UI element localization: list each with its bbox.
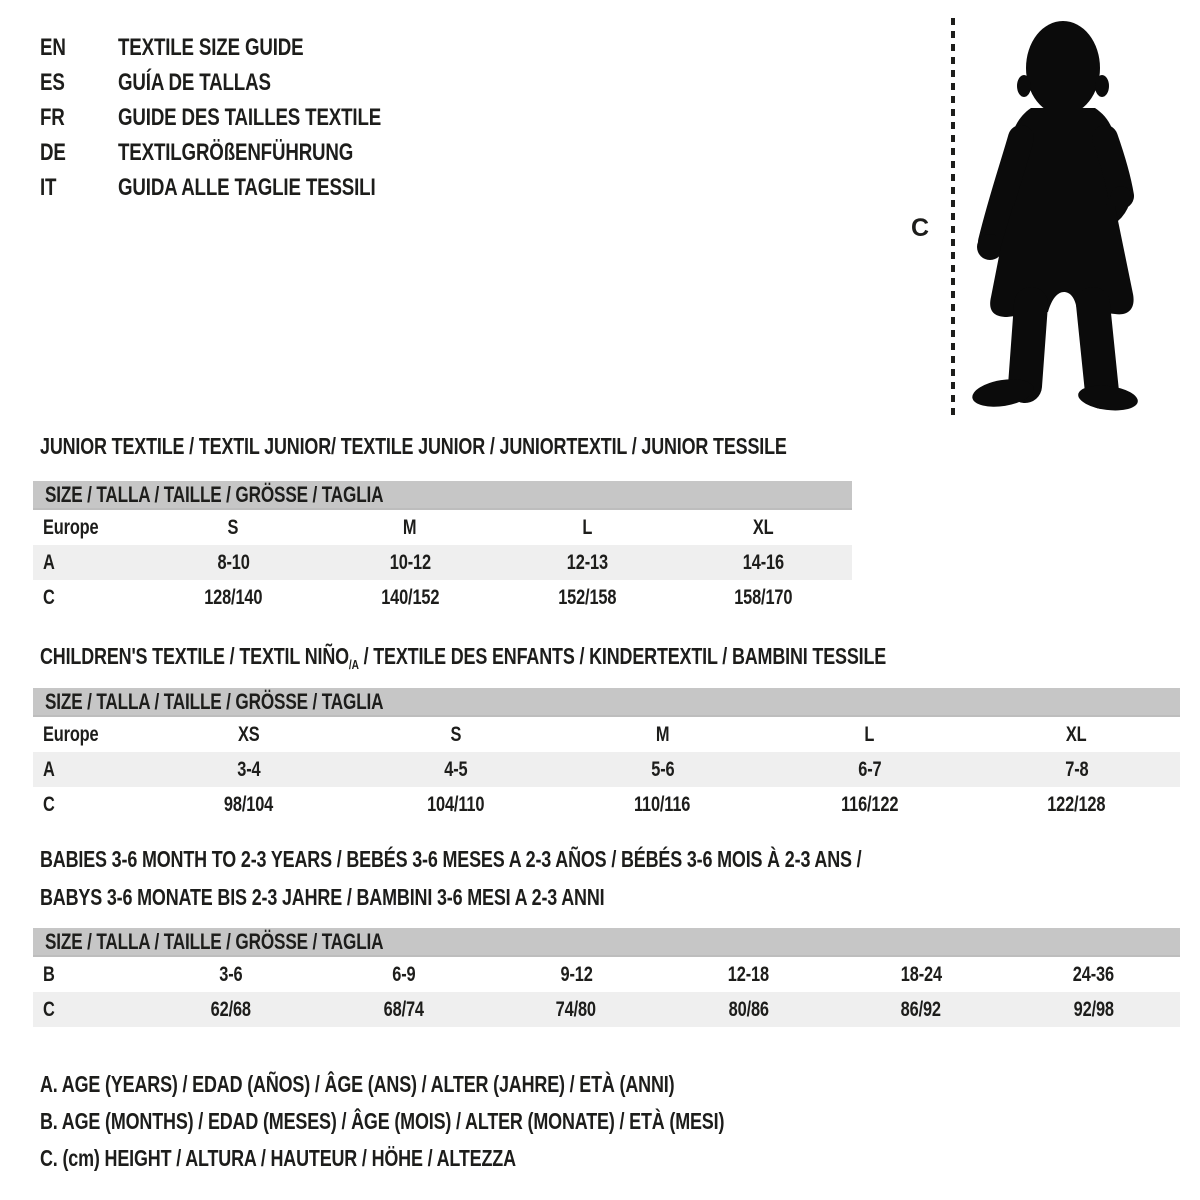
value-cell: M	[403, 515, 417, 539]
table-row-height	[33, 787, 1180, 822]
value-cell: 140/152	[381, 585, 440, 609]
toddler-silhouette-icon	[905, 8, 1155, 432]
value-cell: 128/140	[204, 585, 263, 609]
table-row-age	[33, 752, 1180, 787]
measurement-legend	[40, 1066, 917, 1177]
guide-title: GUIDA ALLE TAGLIE TESSILI	[118, 173, 376, 201]
value-cell: 158/170	[734, 585, 793, 609]
height-figure	[905, 8, 1155, 432]
row-label-cell: Europe	[43, 722, 99, 746]
value-cell: 10-12	[389, 550, 431, 574]
value-cell: 8-10	[217, 550, 250, 574]
table-row-age-months	[33, 957, 1180, 992]
value-cell: L	[581, 515, 592, 539]
value-cell: 12-13	[566, 550, 608, 574]
value-cell: 5-6	[650, 757, 675, 781]
row-label-cell: A	[43, 757, 55, 781]
table-row-europe	[33, 510, 852, 545]
value-cell: 80/86	[728, 997, 769, 1021]
value-cell: 98/104	[223, 792, 274, 816]
legend-line-b: B. AGE (MONTHS) / EDAD (MESES) / ÂGE (MOIS) / ALTER (MONATE) / ETÀ (MESI)	[40, 1108, 725, 1134]
language-code: DE	[40, 138, 66, 166]
value-cell: 92/98	[1073, 997, 1114, 1021]
language-code: EN	[40, 33, 66, 61]
value-cell: 62/68	[211, 997, 252, 1021]
value-cell: 9-12	[560, 962, 593, 986]
section-title-children: CHILDREN'S TEXTILE / TEXTIL $NIÑO_{/A}$ / TEXTILE DES ENFANTS / KINDERTEXTIL / BAMBINI TESSILE	[40, 643, 887, 672]
value-cell: S	[450, 722, 461, 746]
value-cell: M	[655, 722, 670, 746]
value-cell: 6-7	[857, 757, 882, 781]
value-cell: 86/92	[901, 997, 942, 1021]
guide-title: TEXTILGRÖßENFÜHRUNG	[118, 138, 354, 166]
legend-line-a: A. AGE (YEARS) / EDAD (AÑOS) / ÂGE (ANS) / ALTER (JAHRE) / ETÀ (ANNI)	[40, 1071, 675, 1097]
value-cell: 152/158	[557, 585, 616, 609]
size-table-header: SIZE / TALLA / TAILLE / GRÖSSE / TAGLIA	[33, 481, 852, 510]
row-label-cell: C	[43, 997, 55, 1021]
language-row	[40, 30, 455, 65]
value-cell: 3-6	[219, 962, 243, 986]
guide-title: GUÍA DE TALLAS	[118, 68, 271, 96]
size-table-header: SIZE / TALLA / TAILLE / GRÖSSE / TAGLIA	[33, 688, 1180, 717]
value-cell: 12-18	[728, 962, 770, 986]
value-cell: XL	[753, 515, 774, 539]
legend-line-c: C. (cm) HEIGHT / ALTURA / HAUTEUR / HÖHE / ALTEZZA	[40, 1145, 516, 1171]
section-title-babies-line2: BABYS 3-6 MONATE BIS 2-3 JAHRE / BAMBINI 3-6 MESI A 2-3 ANNI	[40, 884, 605, 910]
language-title-list	[40, 30, 455, 205]
children-size-table	[33, 688, 1180, 822]
value-cell: 4-5	[443, 757, 468, 781]
language-row	[40, 135, 455, 170]
row-label-cell: A	[43, 550, 55, 574]
row-label-cell: C	[43, 792, 55, 816]
value-cell: XS	[237, 722, 260, 746]
value-cell: 18-24	[900, 962, 942, 986]
language-code: ES	[40, 68, 65, 96]
value-cell: S	[227, 515, 239, 539]
size-table-header: SIZE / TALLA / TAILLE / GRÖSSE / TAGLIA	[33, 928, 1180, 957]
language-row	[40, 65, 455, 100]
guide-title: GUIDE DES TAILLES TEXTILE	[118, 103, 382, 131]
table-row-europe	[33, 717, 1180, 752]
junior-size-table	[33, 481, 852, 615]
value-cell: 6-9	[392, 962, 416, 986]
value-cell: 104/110	[426, 792, 485, 816]
value-cell: XL	[1066, 722, 1087, 746]
table-row-age	[33, 545, 852, 580]
height-label: C	[911, 214, 930, 242]
row-label-cell: C	[43, 585, 55, 609]
value-cell: 122/128	[1047, 792, 1106, 816]
language-row	[40, 100, 455, 135]
language-row	[40, 170, 455, 205]
value-cell: 74/80	[556, 997, 597, 1021]
section-title-babies-line1: BABIES 3-6 MONTH TO 2-3 YEARS / BEBÉS 3-6 MESES A 2-3 AÑOS / BÉBÉS 3-6 MOIS À 2-3 ANS /	[40, 846, 862, 872]
language-code: IT	[40, 173, 57, 201]
guide-title: TEXTILE SIZE GUIDE	[118, 33, 304, 61]
value-cell: 116/122	[840, 792, 899, 816]
section-title-junior: JUNIOR TEXTILE / TEXTIL JUNIOR/ TEXTILE JUNIOR / JUNIORTEXTIL / JUNIOR TESSILE	[40, 433, 787, 459]
value-cell: 110/116	[634, 792, 691, 816]
value-cell: 7-8	[1064, 757, 1089, 781]
value-cell: 68/74	[383, 997, 424, 1021]
table-row-height	[33, 580, 852, 615]
row-label-cell: B	[43, 962, 55, 986]
value-cell: 24-36	[1073, 962, 1115, 986]
value-cell: L	[864, 722, 875, 746]
row-label-cell: Europe	[43, 515, 99, 539]
babies-size-table	[33, 928, 1180, 1027]
value-cell: 14-16	[743, 550, 785, 574]
table-row-height	[33, 992, 1180, 1027]
value-cell: 3-4	[236, 757, 261, 781]
language-code: FR	[40, 103, 65, 131]
